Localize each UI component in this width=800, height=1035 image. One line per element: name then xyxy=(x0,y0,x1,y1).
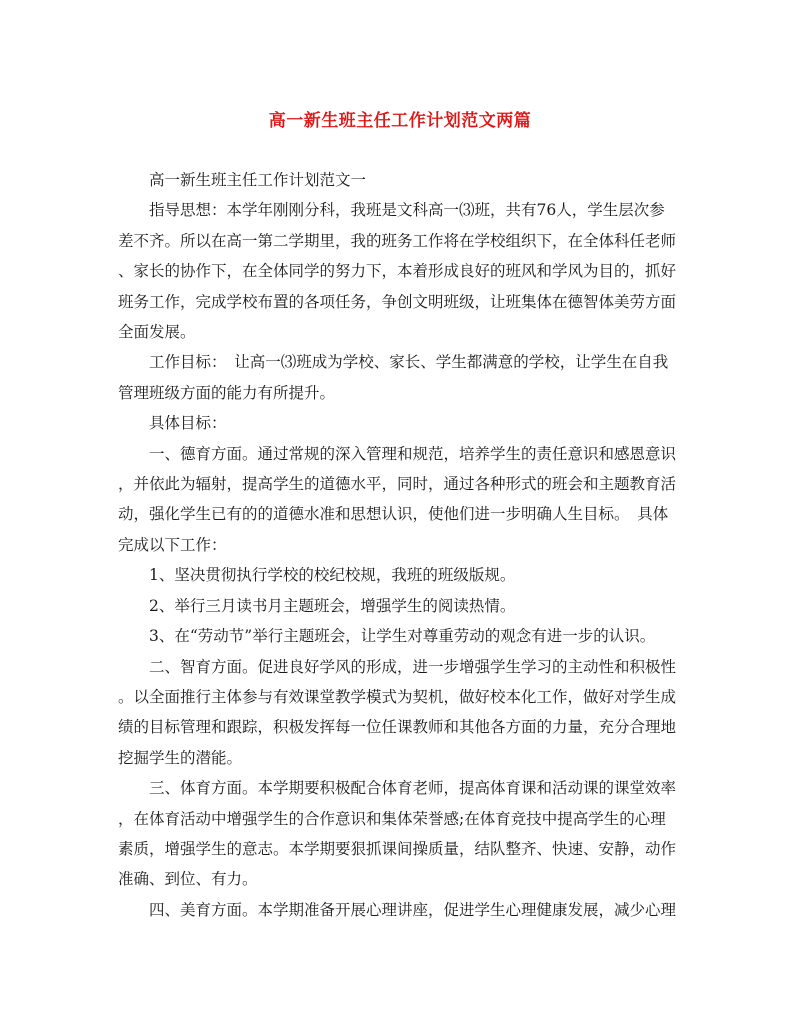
paragraph-line: 挖掘学生的潜能。 xyxy=(118,748,243,767)
paragraph-line: 二、智育方面。促进良好学风的形成，进一步增强学生学习的主动性和积极性 xyxy=(118,657,677,676)
paragraph-line: 差不齐。所以在高一第二学期里，我的班务工作将在学校组织下，在全体科任老师 xyxy=(118,231,677,250)
document-title: 高一新生班主任工作计划范文两篇 xyxy=(268,111,532,131)
paragraph-line: 、家长的协作下，在全体同学的努力下，本着形成良好的班风和学风为目的，抓好 xyxy=(118,262,677,281)
paragraph-line: 管理班级方面的能力有所提升。 xyxy=(118,383,336,402)
paragraph-line: 绩的目标管理和跟踪，积极发挥每一位任课教师和其他各方面的力量，充分合理地 xyxy=(118,718,677,737)
paragraph-line: 工作目标： 让高一⑶班成为学校、家长、学生都满意的学校，让学生在自我 xyxy=(118,353,669,372)
paragraph-line: 素质，增强学生的意志。本学期要狠抓课间操质量，结队整齐、快速、安静，动作 xyxy=(118,839,677,858)
paragraph-line: ，并依此为辐射，提高学生的道德水平，同时，通过各种形式的班会和主题教育活 xyxy=(118,475,677,494)
paragraph-line: 。以全面推行主体参与有效课堂教学模式为契机，做好校本化工作，做好对学生成 xyxy=(118,687,677,706)
paragraph-line: 3、在“劳动节”举行主题班会，让学生对尊重劳动的观念有进一步的认识。 xyxy=(118,627,656,646)
paragraph-line: 2、举行三月读书月主题班会，增强学生的阅读热情。 xyxy=(118,596,516,615)
paragraph-line: 四、美育方面。本学期准备开展心理讲座，促进学生心理健康发展，减少心理 xyxy=(118,900,677,919)
paragraph-line: 三、体育方面。本学期要积极配合体育老师，提高体育课和活动课的课堂效率 xyxy=(118,779,677,798)
paragraph-line: 高一新生班主任工作计划范文一 xyxy=(118,171,367,189)
paragraph-line: 完成以下工作： xyxy=(118,535,227,554)
paragraph-line: 全面发展。 xyxy=(118,323,196,342)
paragraph-line: 班务工作，完成学校布置的各项任务，争创文明班级，让班集体在德智体美劳方面 xyxy=(118,292,677,311)
paragraph-line: 准确、到位、有力。 xyxy=(118,870,258,889)
paragraph-line: 1、坚决贯彻执行学校的校纪校规，我班的班级版规。 xyxy=(118,566,516,585)
paragraph-line: 一、德育方面。通过常规的深入管理和规范，培养学生的责任意识和感恩意识 xyxy=(118,444,677,463)
paragraph-line: 动，强化学生已有的的道德水准和思想认识，使他们进一步明确人生目标。 具体 xyxy=(118,505,669,524)
document-body xyxy=(118,165,690,925)
paragraph-line: 具体目标： xyxy=(118,414,227,433)
paragraph-line: 指导思想：本学年刚刚分科，我班是文科高一⑶班，共有76人，学生层次参 xyxy=(118,201,665,220)
paragraph-line: ，在体育活动中增强学生的合作意识和集体荣誉感;在体育竞技中提高学生的心理 xyxy=(118,809,666,828)
